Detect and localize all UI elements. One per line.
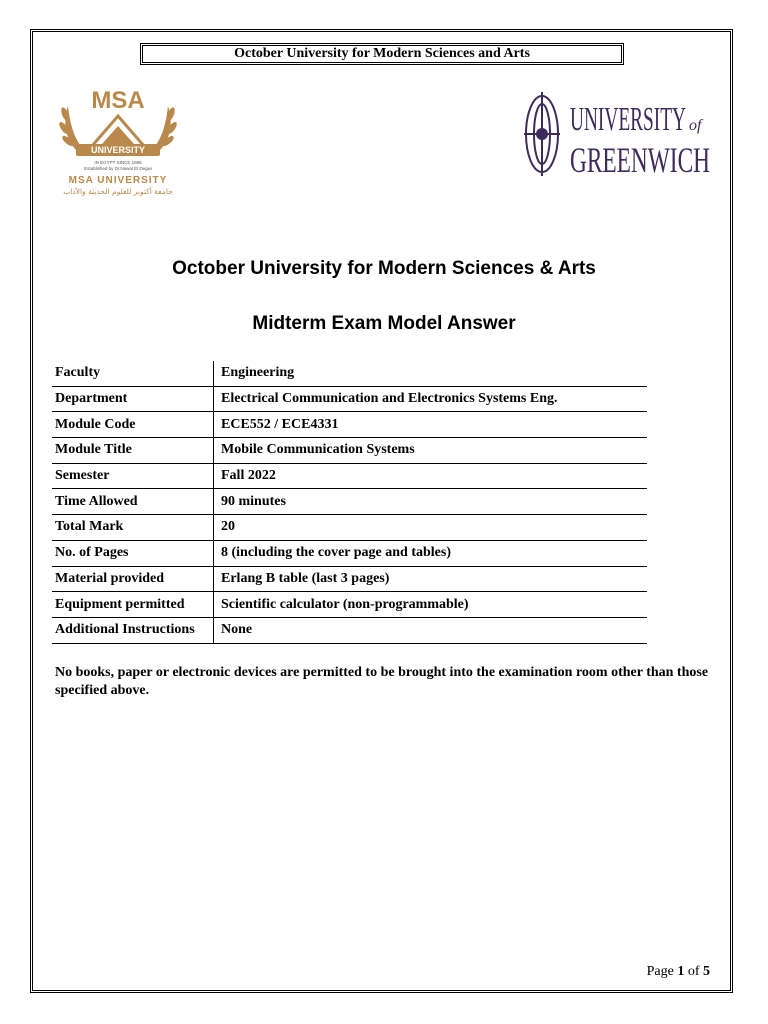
info-label: Time Allowed [52, 489, 214, 515]
table-row [52, 617, 647, 643]
info-value: Fall 2022 [214, 463, 648, 489]
table-row [52, 515, 647, 541]
info-value: 8 (including the cover page and tables) [214, 540, 648, 566]
page-word: Page [646, 964, 674, 979]
msa-logo-since: IN EGYPT SINCE 1996 [94, 160, 142, 165]
info-label: Faculty [52, 361, 214, 386]
info-value: Erlang B table (last 3 pages) [214, 566, 648, 592]
info-value: Engineering [214, 361, 648, 386]
header-banner-text: October University for Modern Sciences and Arts [234, 46, 530, 61]
table-row [52, 361, 647, 386]
msa-logo-name: MSA [91, 87, 145, 114]
msa-logo [52, 84, 184, 202]
info-value: None [214, 617, 648, 643]
page-total: 5 [703, 964, 710, 979]
info-label: Semester [52, 463, 214, 489]
info-label: Total Mark [52, 515, 214, 541]
table-row [52, 540, 647, 566]
page-current: 1 [677, 964, 685, 979]
info-value: Mobile Communication Systems [214, 438, 648, 464]
info-value: 90 minutes [214, 489, 648, 515]
info-label: Material provided [52, 566, 214, 592]
info-value: 20 [214, 515, 648, 541]
info-label: Equipment permitted [52, 592, 214, 618]
msa-logo-university: MSA UNIVERSITY [68, 175, 168, 186]
table-row [52, 412, 647, 438]
msa-logo-arabic: جامعة أكتوبر للعلوم الحديثة والآداب [63, 187, 173, 196]
info-value: Scientific calculator (non-programmable) [214, 592, 648, 618]
university-title: October University for Modern Sciences & Arts [172, 258, 596, 279]
msa-logo-ribbon: UNIVERSITY [90, 145, 146, 155]
info-value: ECE552 / ECE4331 [214, 412, 648, 438]
table-row [52, 592, 647, 618]
exam-title: Midterm Exam Model Answer [252, 313, 516, 334]
msa-logo-established: Established by Dr.Nawal El Degwi [84, 166, 152, 171]
greenwich-logo-of: of [689, 117, 702, 134]
info-label: Module Title [52, 438, 214, 464]
greenwich-logo-line1: UNIVERSITY [570, 101, 686, 138]
page-of-word: of [687, 964, 700, 979]
table-row [52, 566, 647, 592]
greenwich-logo-line2: GREENWICH [570, 140, 710, 180]
exam-info-table [52, 361, 647, 644]
info-label: Department [52, 386, 214, 412]
header-banner [140, 43, 624, 65]
info-label: Module Code [52, 412, 214, 438]
greenwich-logo [518, 84, 714, 186]
exam-notice: No books, paper or electronic devices are permitted to be brought into the examination room other than those specified above. [55, 665, 709, 698]
info-label: Additional Instructions [52, 617, 214, 643]
info-label: No. of Pages [52, 540, 214, 566]
table-row [52, 438, 647, 464]
table-row [52, 463, 647, 489]
table-row [52, 386, 647, 412]
table-row [52, 489, 647, 515]
page-number [647, 964, 710, 980]
info-value: Electrical Communication and Electronics Systems Eng. [214, 386, 648, 412]
